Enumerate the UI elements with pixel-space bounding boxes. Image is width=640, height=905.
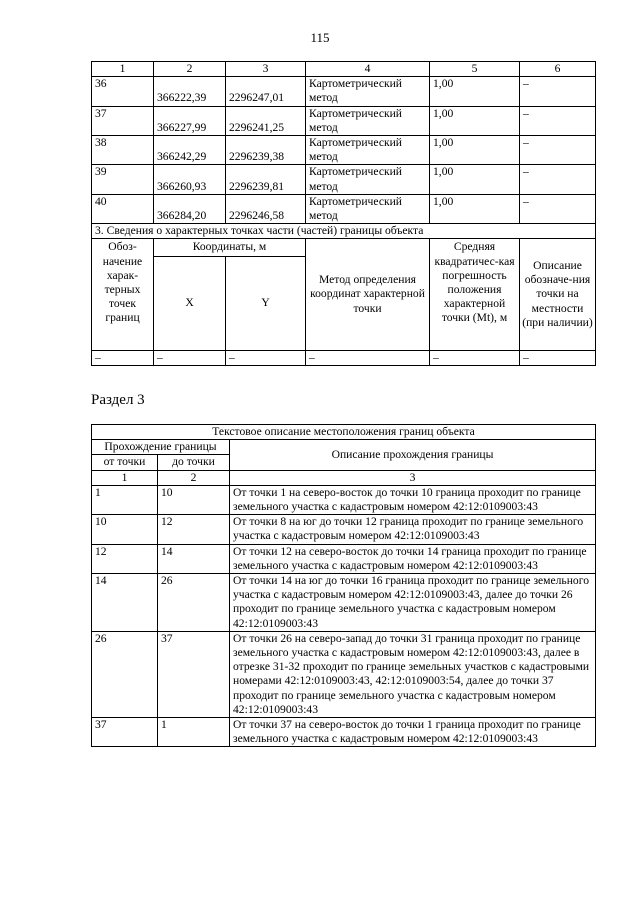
table-row <box>92 194 596 223</box>
from-point: 12 <box>92 544 158 573</box>
coord-x: 366260,93 <box>154 165 226 194</box>
title-row <box>92 425 596 440</box>
coord-x: 366227,99 <box>154 106 226 135</box>
table-row <box>92 631 596 717</box>
accuracy-cell: 1,00 <box>430 77 520 106</box>
method-cell: Картометрический метод <box>306 165 430 194</box>
to-point: 12 <box>158 515 230 544</box>
passage-header: Прохождение границы <box>92 440 230 455</box>
point-number: 40 <box>92 194 154 223</box>
accuracy-cell: 1,00 <box>430 165 520 194</box>
to-point: 14 <box>158 544 230 573</box>
description-cell: – <box>520 136 596 165</box>
from-header: от точки <box>92 455 158 470</box>
coord-y: 2296247,01 <box>226 77 306 106</box>
point-number: 39 <box>92 165 154 194</box>
section-title: Раздел 3 <box>91 392 145 408</box>
description-cell: – <box>520 77 596 106</box>
header-row <box>92 239 596 256</box>
coord-y: 2296241,25 <box>226 106 306 135</box>
from-point: 26 <box>92 631 158 717</box>
coord-y: 2296239,38 <box>226 136 306 165</box>
to-point: 26 <box>158 574 230 632</box>
coordinates-table <box>91 61 596 366</box>
point-number: 37 <box>92 106 154 135</box>
coord-y: 2296239,81 <box>226 165 306 194</box>
method-header: Метод определения координат характерной точки <box>306 239 430 350</box>
empty-cell: – <box>226 350 306 365</box>
col-number: 1 <box>92 62 154 77</box>
table-title: Текстовое описание местоположения границ объекта <box>92 425 596 440</box>
to-point: 1 <box>158 718 230 747</box>
table-row <box>92 718 596 747</box>
col-number: 1 <box>92 470 158 485</box>
col-number: 5 <box>430 62 520 77</box>
col-number: 6 <box>520 62 596 77</box>
x-header: X <box>154 256 226 350</box>
method-cell: Картометрический метод <box>306 77 430 106</box>
table-row <box>92 544 596 573</box>
description-header: Описание обозначе-ния точки на местности (при наличии) <box>520 239 596 350</box>
description-cell: – <box>520 165 596 194</box>
passage-text: От точки 12 на северо-восток до точки 14 граница проходит по границе земельного участка с кадастровым номером 42:12:0109003:43 <box>230 544 596 573</box>
passage-text: От точки 37 на северо-восток до точки 1 граница проходит по границе земельного участка с кадастровым номером 42:12:0109003:43 <box>230 718 596 747</box>
col-number: 2 <box>154 62 226 77</box>
point-number: 38 <box>92 136 154 165</box>
col-number: 2 <box>158 470 230 485</box>
table-row <box>92 136 596 165</box>
passage-text: От точки 26 на северо-запад до точки 31 граница проходит по границе земельного участка с кадастровым номером 42:12:0109003:43, далее в отрезке 31-32 проходит по границе земельных участков с кадастровыми номерами 42:12:0109003:43, 42:12:0109003:54, далее до точки 37 проходит по границе земельного участка с кадастровым номером 42:12:0109003:43 <box>230 631 596 717</box>
passage-text: От точки 1 на северо-восток до точки 10 граница проходит по границе земельного участка с кадастровым номером 42:12:0109003:43 <box>230 485 596 514</box>
coordinates-header: Координаты, м <box>154 239 306 256</box>
accuracy-cell: 1,00 <box>430 106 520 135</box>
description-cell: – <box>520 194 596 223</box>
coord-x: 366242,29 <box>154 136 226 165</box>
designation-header: Обоз-начение харак-терных точек границ <box>92 239 154 350</box>
empty-cell: – <box>306 350 430 365</box>
table-row <box>92 106 596 135</box>
column-number-row <box>92 62 596 77</box>
accuracy-cell: 1,00 <box>430 194 520 223</box>
method-cell: Картометрический метод <box>306 194 430 223</box>
page-number: 115 <box>310 30 330 45</box>
table-row <box>92 77 596 106</box>
accuracy-header: Средняя квадратичес-кая погрешность положения характерной точки (Mt), м <box>430 239 520 350</box>
to-header: до точки <box>158 455 230 470</box>
column-number-row <box>92 470 596 485</box>
coord-x: 366284,20 <box>154 194 226 223</box>
table-row <box>92 165 596 194</box>
section-3-heading: 3. Сведения о характерных точках части (частей) границы объекта <box>92 224 596 239</box>
boundary-description-table <box>91 424 596 747</box>
description-cell: – <box>520 106 596 135</box>
method-cell: Картометрический метод <box>306 106 430 135</box>
col-number: 4 <box>306 62 430 77</box>
empty-cell: – <box>92 350 154 365</box>
coord-y: 2296246,58 <box>226 194 306 223</box>
point-number: 36 <box>92 77 154 106</box>
table-row <box>92 515 596 544</box>
method-cell: Картометрический метод <box>306 136 430 165</box>
col-number: 3 <box>226 62 306 77</box>
col-number: 3 <box>230 470 596 485</box>
header-row <box>92 440 596 455</box>
table-row <box>92 485 596 514</box>
from-point: 14 <box>92 574 158 632</box>
y-header: Y <box>226 256 306 350</box>
desc-header: Описание прохождения границы <box>230 440 596 470</box>
empty-cell: – <box>430 350 520 365</box>
from-point: 1 <box>92 485 158 514</box>
accuracy-cell: 1,00 <box>430 136 520 165</box>
coord-x: 366222,39 <box>154 77 226 106</box>
section-heading-row <box>92 224 596 239</box>
empty-cell: – <box>520 350 596 365</box>
to-point: 37 <box>158 631 230 717</box>
from-point: 10 <box>92 515 158 544</box>
from-point: 37 <box>92 718 158 747</box>
passage-text: От точки 14 на юг до точки 16 граница проходит по границе земельного участка с кадастровым номером 42:12:0109003:43, далее до точки 26 проходит по границе земельного участка с кадастровым номером 42:12:0109003:43 <box>230 574 596 632</box>
to-point: 10 <box>158 485 230 514</box>
empty-cell: – <box>154 350 226 365</box>
table-row <box>92 350 596 365</box>
passage-text: От точки 8 на юг до точки 12 граница проходит по границе земельного участка с кадастровым номером 42:12:0109003:43 <box>230 515 596 544</box>
table-row <box>92 574 596 632</box>
